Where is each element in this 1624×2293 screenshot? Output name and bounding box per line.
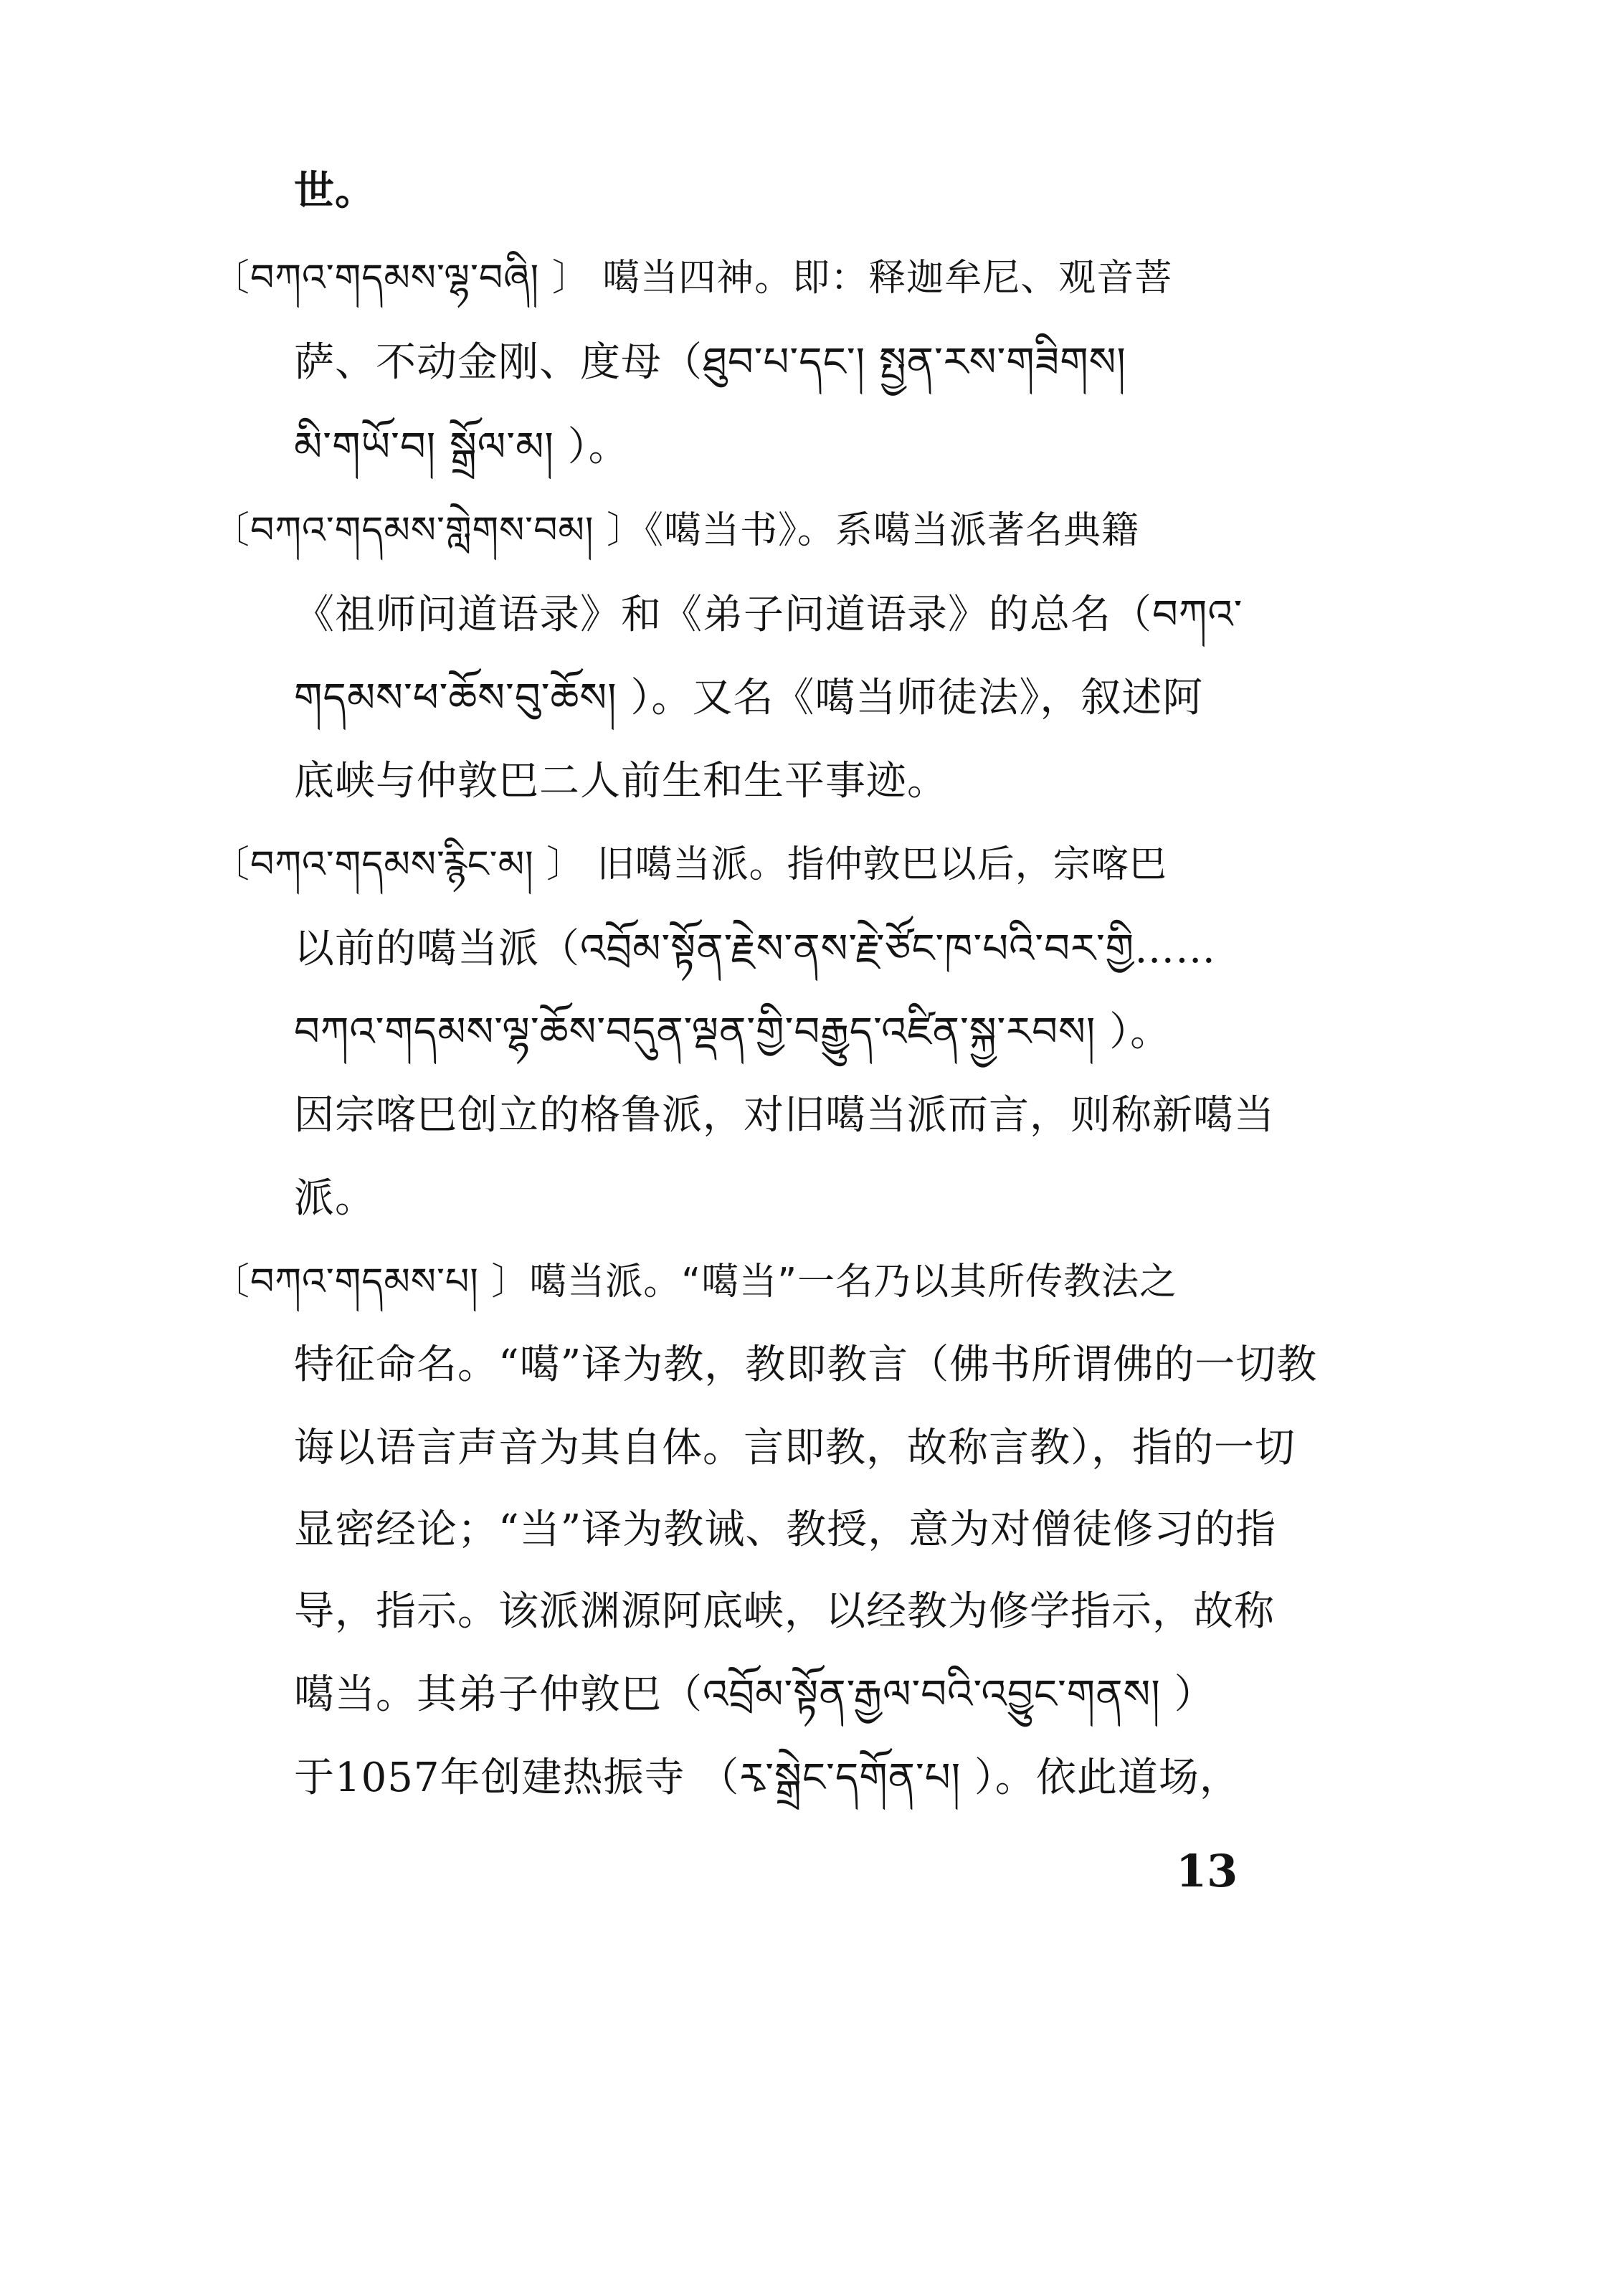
text-line: མི་གཡོ་བ། སྒྲོལ་མ། ）。 <box>294 424 630 470</box>
text-line: 〔བཀའ་གདམས་རྙིང་མ། 〕 旧噶当派。指仲敦巴以后，宗喀巴 <box>212 843 1167 886</box>
text-line: 世。 <box>294 167 376 214</box>
text-line: 于1057年创建热振寺 （རྭ་སྒྲེང་དགོན་པ། ）。依此道场， <box>294 1755 1240 1801</box>
text-line: 因宗喀巴创立的格鲁派，对旧噶当派而言，则称新噶当 <box>294 1092 1275 1139</box>
text-line: 《祖师问道语录》和《弟子问道语录》的总名（བཀའ་ <box>294 592 1243 638</box>
text-line: གདམས་ཕ་ཆོས་བུ་ཆོས། ）。又名《噶当师徒法》，叙述阿 <box>294 675 1204 721</box>
text-line: 以前的噶当派（འབྲོམ་སྟོན་རྗེས་ནས་རྗེ་ཙོང་ཁ་པའི་བར་གྱི…… <box>294 926 1217 972</box>
text-line: 〔བཀའ་གདམས་གླེགས་བམ། 〕《噶当书》。系噶当派著名典籍 <box>212 509 1140 552</box>
text-line: 导，指示。该派渊源阿底峡，以经教为修学指示，故称 <box>294 1588 1275 1635</box>
text-line: 底峡与仲敦巴二人前生和生平事迹。 <box>294 758 948 804</box>
page-number: 13 <box>1176 1845 1238 1897</box>
text-line: བཀའ་གདམས་ལྷ་ཆོས་བདུན་ལྡན་གྱི་བརྒྱུད་འཛིན་སྐྱ་རབས། ）。 <box>294 1009 1172 1055</box>
text-line: 派。 <box>294 1175 376 1222</box>
text-line: 诲以语言声音为其自体。言即教，故称言教），指的一切 <box>294 1425 1296 1471</box>
text-line: 显密经论；“当”译为教诫、教授，意为对僧徒修习的指 <box>294 1506 1277 1553</box>
text-line: 特征命名。“噶”译为教，教即教言（佛书所谓佛的一切教 <box>294 1342 1318 1388</box>
text-line: 〔བཀའ་གདམས་ལྷ་བཞི། 〕 噶当四神。即：释迦牟尼、观音菩 <box>212 257 1173 300</box>
text-line: 噶当。其弟子仲敦巴（འབྲོམ་སྟོན་རྒྱལ་བའི་འབྱུང་གནས། ） <box>294 1671 1215 1718</box>
text-line: 萨、不动金刚、度母（ཐུབ་པ་དང་། སྤྱན་རས་གཟིགས། <box>294 339 1126 386</box>
text-line: 〔བཀའ་གདམས་པ། 〕噶当派。“噶当”一名乃以其所传教法之 <box>212 1261 1178 1304</box>
